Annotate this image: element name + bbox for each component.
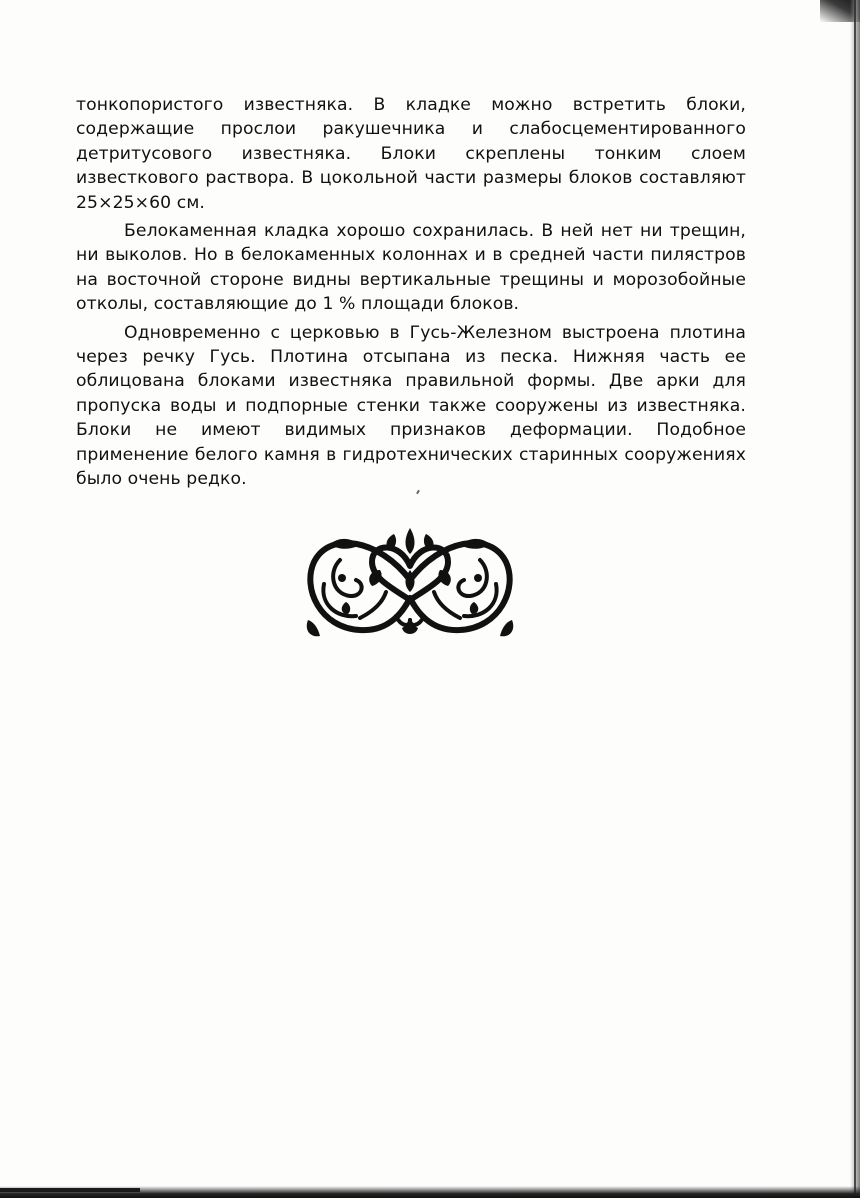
decorative-vignette-icon [300,520,520,640]
paragraph-3: Одновременно с церковью в Гусь-Железном выстроена плотина через речку Гусь. Плотина отсыпана из песка. Нижняя часть ее облицована блоками известняка правильной формы. Две арки для пропуска воды и подпорные стенки также сооружены из известняка. Блоки не имеют видимых признаков деформации. Подобное применение белого камня в гидротехнических старинных сооружениях было очень редко. [76,322,746,490]
paragraph-1: тонкопористого известняка. В кладке можно встретить блоки, содержащие прослои ракушечника и слабосцементированного детритусового известняка. Блоки скреплены тонким слоем известкового раствора. В цокольной части размеры блоков составляют 25×25×60 см. [76,95,746,213]
scan-speck [416,490,420,494]
scan-edge-line [0,1188,140,1192]
paragraph-2: Белокаменная кладка хорошо сохранилась. В ней нет ни трещин, ни выколов. Но в белокаменных колоннах и в средней части пилястров на восточной стороне видны вертикальные трещины и морозобойные отколы, составляющие до 1 % площади блоков. [76,221,746,315]
scan-edge-line [854,0,856,1198]
body-text [76,93,746,492]
